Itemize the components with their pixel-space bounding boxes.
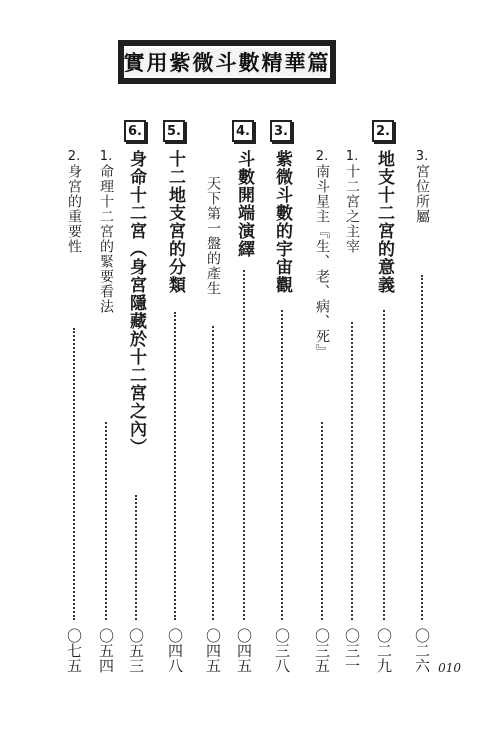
chapter-number-box: 5. <box>163 120 185 142</box>
dotted-leader <box>383 310 385 620</box>
page-number: 〇四八 <box>166 628 184 673</box>
folio-page-number: 010 <box>438 661 461 675</box>
chapter-title: 斗數開端演繹 <box>234 150 254 258</box>
toc-entry[interactable] <box>410 150 434 690</box>
book-title: 實用紫微斗數精華篇 <box>123 51 331 75</box>
page-number: 〇四五 <box>235 628 253 673</box>
entry-title: 天下第一盤的產生 <box>205 176 221 296</box>
chapter-title: 地支十二宮的意義 <box>374 150 394 294</box>
chapter-number-box: 3. <box>270 120 292 142</box>
toc-entry[interactable] <box>340 150 364 690</box>
entry-number: 2. <box>67 149 81 164</box>
page-number: 〇二九 <box>375 628 393 673</box>
page-number: 〇二六 <box>413 628 431 673</box>
chapter-number-box: 6. <box>124 120 146 142</box>
entry-title: 身宮的重要性 <box>66 164 82 254</box>
dotted-leader <box>243 270 245 620</box>
chapter-title: 身命十二宮（身宮隱藏於十二宮之內） <box>126 150 146 456</box>
chapter-title: 十二地支宮的分類 <box>165 150 185 294</box>
dotted-leader <box>174 312 176 620</box>
toc-entry[interactable] <box>372 123 396 690</box>
dotted-leader <box>212 326 214 620</box>
toc-entry[interactable] <box>62 150 86 690</box>
page-number: 〇三一 <box>343 628 361 673</box>
page-number: 〇五三 <box>127 628 145 673</box>
toc-entry[interactable] <box>310 150 334 690</box>
entry-title: 南斗星主『生、老、病、死』 <box>314 164 330 359</box>
page-number: 〇三五 <box>313 628 331 673</box>
chapter-number-box: 4. <box>232 120 254 142</box>
title-banner <box>118 40 336 84</box>
entry-title: 命理十二宮的緊要看法 <box>98 164 114 314</box>
title-banner-inner <box>124 46 330 78</box>
dotted-leader <box>105 422 107 620</box>
entry-title: 宮位所屬 <box>414 164 430 224</box>
dotted-leader <box>421 275 423 620</box>
toc-entry[interactable] <box>163 123 187 690</box>
entry-number: 1. <box>99 149 113 164</box>
chapter-number-box: 2. <box>372 120 394 142</box>
dotted-leader <box>351 322 353 620</box>
toc-entry[interactable] <box>94 150 118 690</box>
toc-entry[interactable] <box>124 123 148 690</box>
page-number: 〇五四 <box>97 628 115 673</box>
dotted-leader <box>135 495 137 620</box>
entry-number: 1. <box>345 149 359 164</box>
toc-entry[interactable] <box>201 176 225 716</box>
entry-title: 十二宮之主宰 <box>344 164 360 254</box>
page-number: 〇七五 <box>65 628 83 673</box>
entry-number: 2. <box>315 149 329 164</box>
entry-number: 3. <box>415 149 429 164</box>
toc-entry[interactable] <box>270 123 294 690</box>
dotted-leader <box>281 310 283 620</box>
chapter-title: 紫微斗數的宇宙觀 <box>272 150 292 294</box>
page-number: 〇三八 <box>273 628 291 673</box>
dotted-leader <box>73 328 75 620</box>
dotted-leader <box>321 422 323 620</box>
toc-entry[interactable] <box>232 123 256 690</box>
page-number: 〇四五 <box>204 628 222 673</box>
